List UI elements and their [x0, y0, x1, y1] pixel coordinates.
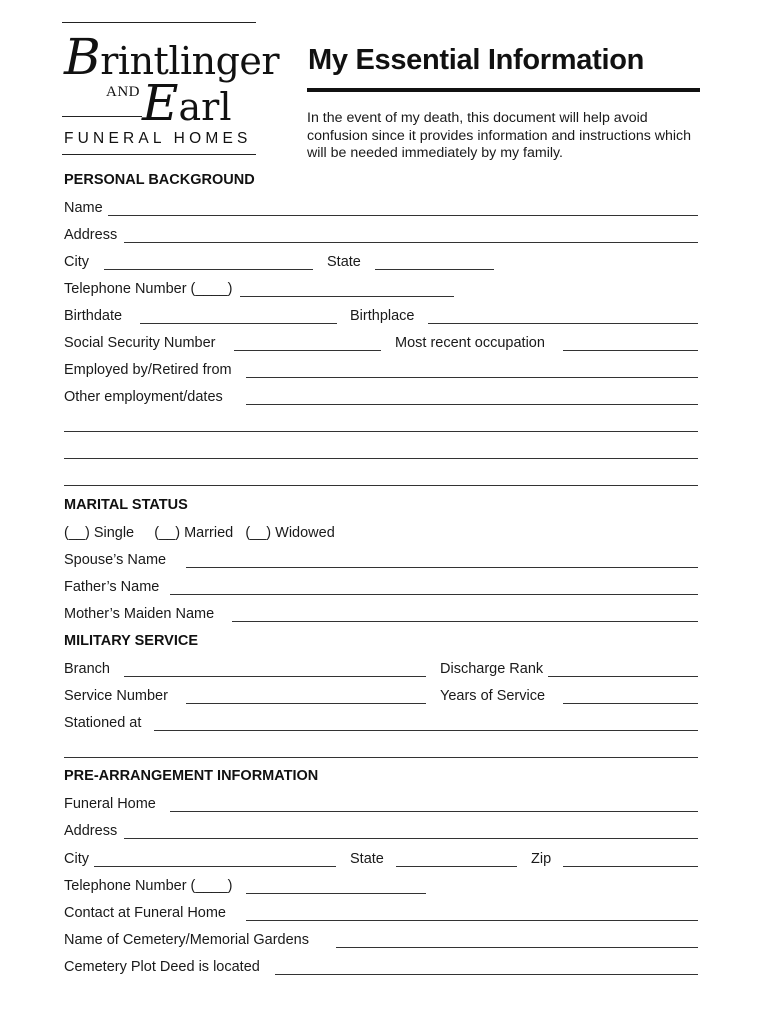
row-name	[64, 199, 699, 221]
row-marital-options	[64, 524, 699, 546]
funeral-home-label: Funeral Home	[64, 796, 156, 812]
row-contact	[64, 904, 699, 926]
row-pa-city-state-zip	[64, 850, 699, 872]
row-spouse	[64, 551, 699, 573]
birthdate-label: Birthdate	[64, 308, 123, 324]
pa-address-field[interactable]	[124, 838, 698, 839]
other-employment-label: Other employment/dates	[64, 389, 223, 405]
funeral-home-field[interactable]	[170, 811, 698, 812]
stationed-label: Stationed at	[64, 715, 142, 731]
stationed-field[interactable]	[154, 730, 698, 731]
row-birth	[64, 307, 699, 329]
years-field[interactable]	[563, 703, 698, 704]
years-label: Years of Service	[440, 688, 546, 704]
pa-telephone-field[interactable]	[246, 893, 426, 894]
row-service-years	[64, 687, 699, 709]
pa-city-field[interactable]	[94, 866, 336, 867]
row-branch-discharge	[64, 660, 699, 682]
father-field[interactable]	[170, 594, 698, 595]
row-employed	[64, 361, 699, 383]
deed-label: Cemetery Plot Deed is located	[64, 959, 260, 975]
employed-label: Employed by/Retired from	[64, 362, 232, 378]
logo-and: AND	[106, 84, 140, 100]
section-personal-heading: PERSONAL BACKGROUND	[64, 172, 255, 188]
logo-word-arl: arl	[178, 85, 232, 129]
row-deed	[64, 958, 699, 980]
pa-state-label: State	[350, 851, 384, 867]
address-label: Address	[64, 227, 118, 243]
city-field[interactable]	[104, 269, 313, 270]
title-underline	[307, 88, 700, 92]
pa-zip-label: Zip	[531, 851, 552, 867]
ssn-field[interactable]	[234, 350, 381, 351]
section-marital-heading: MARITAL STATUS	[64, 497, 188, 513]
row-telephone	[64, 280, 699, 302]
state-field[interactable]	[375, 269, 494, 270]
marital-options[interactable]: (__) Single (__) Married (__) Widowed	[64, 525, 335, 541]
pa-address-label: Address	[64, 823, 118, 839]
logo-top-rule	[62, 22, 256, 23]
intro-text: In the event of my death, this document will help avoid confusion since it provides information and instructions which will be needed immediately by my family.	[307, 110, 692, 161]
logo-cap-b: B	[64, 28, 101, 86]
discharge-field[interactable]	[548, 676, 698, 677]
logo-word-rintlinger: rintlinger	[100, 39, 280, 83]
service-number-field[interactable]	[186, 703, 426, 704]
birthplace-label: Birthplace	[350, 308, 415, 324]
row-cemetery	[64, 931, 699, 953]
row-blank-3	[64, 469, 699, 491]
row-funeral-home	[64, 795, 699, 817]
mother-label: Mother’s Maiden Name	[64, 606, 215, 622]
address-field[interactable]	[124, 242, 698, 243]
contact-label: Contact at Funeral Home	[64, 905, 226, 921]
logo-subtitle: FUNERAL HOMES	[64, 130, 252, 147]
discharge-label: Discharge Rank	[440, 661, 544, 677]
telephone-label: Telephone Number (____)	[64, 281, 233, 297]
branch-label: Branch	[64, 661, 110, 677]
row-blank-4	[64, 741, 699, 763]
occupation-field[interactable]	[563, 350, 698, 351]
row-stationed	[64, 714, 699, 736]
row-other-employment	[64, 388, 699, 410]
blank-line-field[interactable]	[64, 431, 698, 432]
pa-zip-field[interactable]	[563, 866, 698, 867]
row-address	[64, 226, 699, 248]
telephone-field[interactable]	[240, 296, 454, 297]
pa-city-label: City	[64, 851, 89, 867]
section-prearrangement-heading: PRE-ARRANGEMENT INFORMATION	[64, 768, 319, 784]
contact-field[interactable]	[246, 920, 698, 921]
logo-brand-line2	[142, 74, 231, 132]
father-label: Father’s Name	[64, 579, 160, 595]
service-number-label: Service Number	[64, 688, 168, 704]
city-label: City	[64, 254, 89, 270]
blank-line-field[interactable]	[64, 757, 698, 758]
birthplace-field[interactable]	[428, 323, 698, 324]
other-employment-field[interactable]	[246, 404, 698, 405]
employed-field[interactable]	[246, 377, 698, 378]
logo-bottom-rule	[62, 154, 256, 155]
section-military-heading: MILITARY SERVICE	[64, 633, 199, 649]
logo-mid-rule	[62, 116, 142, 117]
ssn-label: Social Security Number	[64, 335, 216, 351]
cemetery-field[interactable]	[336, 947, 698, 948]
pa-telephone-label: Telephone Number (____)	[64, 878, 233, 894]
name-field[interactable]	[108, 215, 698, 216]
name-label: Name	[64, 200, 103, 216]
row-blank-2	[64, 442, 699, 464]
state-label: State	[327, 254, 361, 270]
row-pa-address	[64, 822, 699, 844]
page-title: My Essential Information	[308, 44, 645, 76]
logo-cap-e: E	[142, 74, 179, 132]
row-ssn-occupation	[64, 334, 699, 356]
row-city-state	[64, 253, 699, 275]
blank-line-field[interactable]	[64, 458, 698, 459]
brintlinger-earl-logo	[62, 18, 280, 160]
pa-state-field[interactable]	[396, 866, 517, 867]
row-blank-1	[64, 415, 699, 437]
deed-field[interactable]	[275, 974, 698, 975]
row-pa-telephone	[64, 877, 699, 899]
occupation-label: Most recent occupation	[395, 335, 545, 351]
birthdate-field[interactable]	[140, 323, 337, 324]
mother-field[interactable]	[232, 621, 698, 622]
blank-line-field[interactable]	[64, 485, 698, 486]
row-father	[64, 578, 699, 600]
spouse-field[interactable]	[186, 567, 698, 568]
spouse-label: Spouse’s Name	[64, 552, 167, 568]
cemetery-label: Name of Cemetery/Memorial Gardens	[64, 932, 309, 948]
branch-field[interactable]	[124, 676, 426, 677]
row-mother	[64, 605, 699, 627]
